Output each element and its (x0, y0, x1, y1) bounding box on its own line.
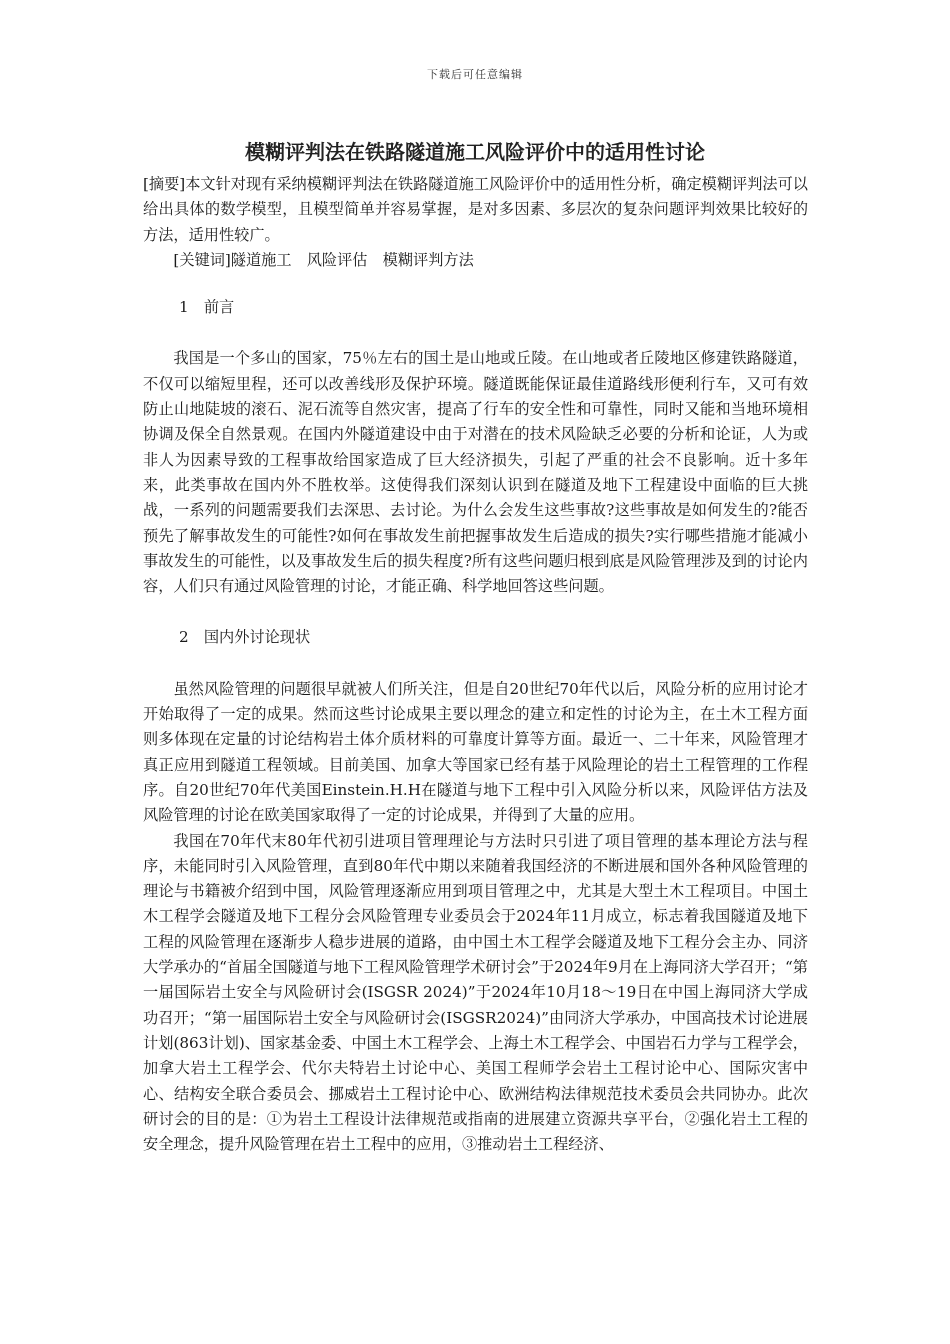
header-note: 下载后可任意编辑 (427, 68, 523, 81)
section-1-heading: 1 前言 (179, 298, 235, 317)
section-2-paragraph-2: 我国在70年代末80年代初引进项目管理理论与方法时只引进了项目管理的基本理论方法与程序，未能同时引入风险管理，直到80年代中期以来随着我国经济的不断进展和国外各种风险管理的理论与书籍被介绍到中国，风险管理逐渐应用到项目管理之中，尤其是大型土木工程项目。中国土木工程学会隧道及地下工程分会风险管理专业委员会于2024年11月成立，标志着我国隧道及地下工程的风险管理在逐渐步人稳步进展的道路，由中国土木工程学会隧道及地下工程分会主办、同济大学承办的“首届全国隧道与地下工程风险管理学术研讨会”于2024年9月在上海同济大学召开；“第一届国际岩土安全与风险研讨会(ISGSR 2024)”于2024年10月18～19日在中国上海同济大学成功召开；“第一届国际岩土安全与风险研讨会(ISGSR2024)”由同济大学承办，中国高技术讨论进展计划(863计划)、国家基金委、中国土木工程学会、上海土木工程学会、中国岩石力学与工程学会，加拿大岩土工程学会、代尔夫特岩土讨论中心、美国工程师学会岩土工程讨论中心、国际灾害中心、结构安全联合委员会、挪威岩土工程讨论中心、欧洲结构法律规范技术委员会共同协办。此次研讨会的目的是：①为岩土工程设计法律规范或指南的进展建立资源共享平台，②强化岩土工程的安全理念，提升风险管理在岩土工程中的应用，③推动岩土工程经济、 (143, 831, 808, 1154)
keywords-line: [关键词]隧道施工 风险评估 模糊评判方法 (173, 250, 474, 269)
document-body (143, 172, 808, 1157)
section-2-heading: 2 国内外讨论现状 (179, 628, 311, 647)
abstract-paragraph: [摘要]本文针对现有采纳模糊评判法在铁路隧道施工风险评价中的适用性分析，确定模糊评判法可以给出具体的数学模型，且模型简单并容易掌握，是对多因素、多层次的复杂问题评判效果比较好的方法，适用性较广。 (143, 175, 808, 244)
section-2-paragraph-1: 虽然风险管理的问题很早就被人们所关注，但是自20世纪70年代以后，风险分析的应用讨论才开始取得了一定的成果。然而这些讨论成果主要以理念的建立和定性的讨论为主，在土木工程方面则多体现在定量的讨论结构岩土体介质材料的可靠度计算等方面。最近一、二十年来，风险管理才真正应用到隧道工程领域。目前美国、加拿大等国家已经有基于风险理论的岩土工程管理的工作程序。自20世纪70年代美国Einstein.H.H在隧道与地下工程中引入风险分析以来，风险评估方法及风险管理的讨论在欧美国家取得了一定的讨论成果，并得到了大量的应用。 (143, 679, 808, 825)
document-title: 模糊评判法在铁路隧道施工风险评价中的适用性讨论 (245, 140, 705, 164)
section-1-paragraph: 我国是一个多山的国家，75％左右的国土是山地或丘陵。在山地或者丘陵地区修建铁路隧道，不仅可以缩短里程，还可以改善线形及保护环境。隧道既能保证最佳道路线形便利行车，又可有效防止山地陡坡的滚石、泥石流等自然灾害，提高了行车的安全性和可靠性，同时又能和当地环境相协调及保全自然景观。在国内外隧道建设中由于对潜在的技术风险缺乏必要的分析和论证，人为或非人为因素导致的工程事故给国家造成了巨大经济损失，引起了严重的社会不良影响。近十多年来，此类事故在国内外不胜枚举。这使得我们深刻认识到在隧道及地下工程建设中面临的巨大挑战，一系列的问题需要我们去深思、去讨论。为什么会发生这些事故?这些事故是如何发生的?能否预先了解事故发生的可能性?如何在事故发生前把握事故发生后造成的损失?实行哪些措施才能减小事故发生的可能性，以及事故发生后的损失程度?所有这些问题归根到底是风险管理涉及到的讨论内容，人们只有通过风险管理的讨论，才能正确、科学地回答这些问题。 (143, 349, 808, 596)
